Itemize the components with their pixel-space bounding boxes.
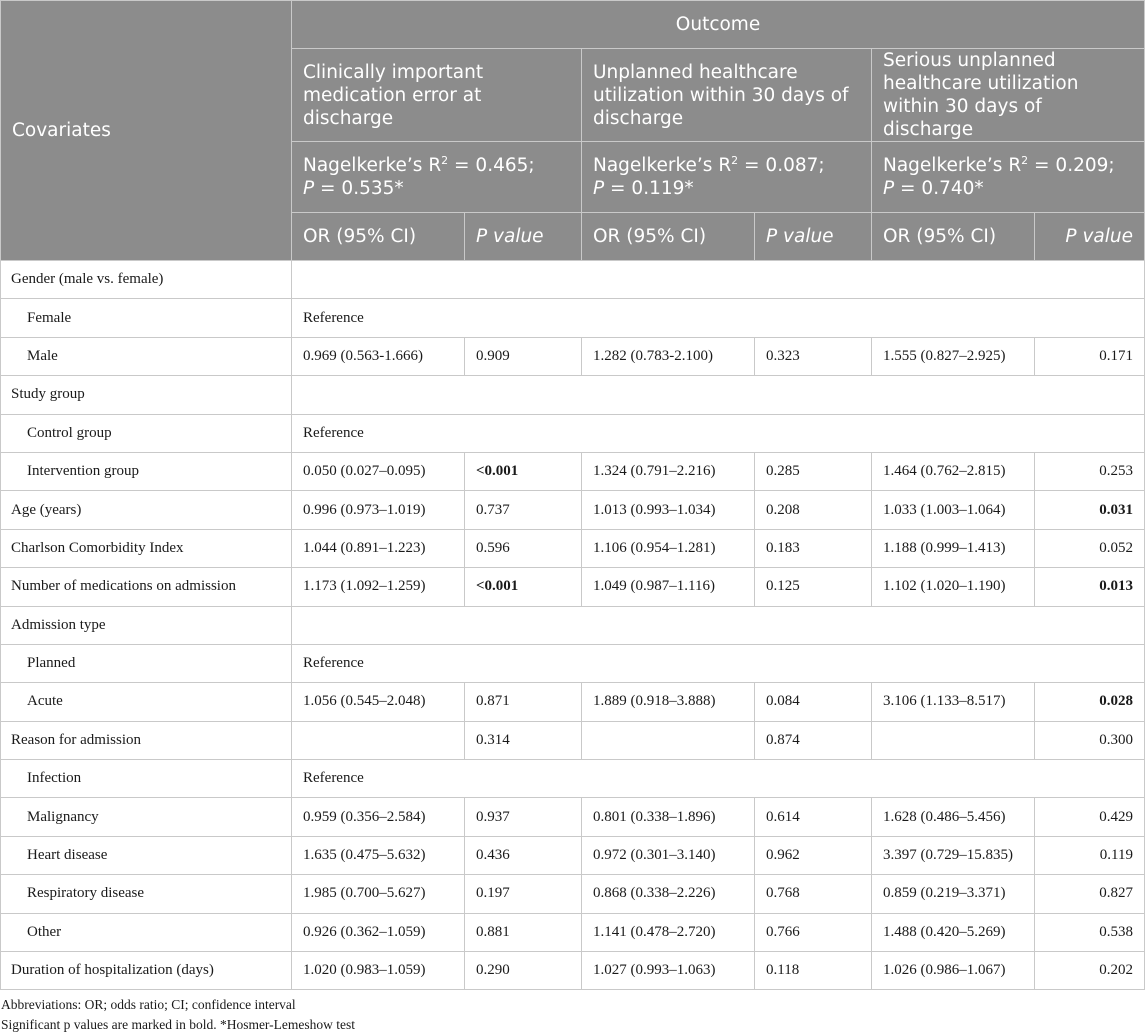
table-row-intervention-group: [1, 452, 1145, 490]
or-cell: 1.173 (1.092–1.259): [292, 568, 465, 606]
or-cell: 1.889 (0.918–3.888): [582, 683, 755, 721]
or-cell: 1.635 (0.475–5.632): [292, 836, 465, 874]
table-row-admission-type: [1, 606, 1145, 644]
p-value-cell-significant: <0.001: [465, 568, 582, 606]
or-cell: 1.027 (0.993–1.063): [582, 952, 755, 990]
or-cell: 1.102 (1.020–1.190): [872, 568, 1035, 606]
p-value-cell: 0.183: [755, 529, 872, 567]
row-label: Infection: [1, 760, 292, 798]
p-value-cell: 0.125: [755, 568, 872, 606]
p-value-cell: 0.118: [755, 952, 872, 990]
or-cell: [872, 721, 1035, 759]
empty-cell: [292, 261, 1145, 299]
p-value-cell: 0.429: [1035, 798, 1145, 836]
or-cell: 1.555 (0.827–2.925): [872, 337, 1035, 375]
p-value-cell-significant: 0.031: [1035, 491, 1145, 529]
or-cell: 1.020 (0.983–1.059): [292, 952, 465, 990]
row-label: Male: [1, 337, 292, 375]
p-value-cell: 0.737: [465, 491, 582, 529]
table-row-age: [1, 491, 1145, 529]
p-value-cell: 0.052: [1035, 529, 1145, 567]
p-value-cell: 0.084: [755, 683, 872, 721]
table-row-respiratory-disease: [1, 875, 1145, 913]
or-cell: 1.026 (0.986–1.067): [872, 952, 1035, 990]
or-cell: 1.188 (0.999–1.413): [872, 529, 1035, 567]
row-label: Control group: [1, 414, 292, 452]
table-row-heart-disease: [1, 836, 1145, 874]
p-value-cell: 0.768: [755, 875, 872, 913]
table-row-medications: [1, 568, 1145, 606]
or-cell: 1.628 (0.486–5.456): [872, 798, 1035, 836]
or-header-1: OR (95% CI): [292, 213, 465, 261]
table-footnotes: [1, 995, 355, 1035]
row-label: Respiratory disease: [1, 875, 292, 913]
outcome-2-title: Unplanned healthcare utilization within 30 days of discharge: [582, 49, 872, 142]
covariates-header: Covariates: [1, 1, 292, 261]
or-cell: 1.488 (0.420–5.269): [872, 913, 1035, 951]
row-label: Planned: [1, 644, 292, 682]
or-header-3: OR (95% CI): [872, 213, 1035, 261]
row-label: Intervention group: [1, 452, 292, 490]
or-cell: 0.868 (0.338–2.226): [582, 875, 755, 913]
or-cell: 0.801 (0.338–1.896): [582, 798, 755, 836]
table-row-malignancy: [1, 798, 1145, 836]
or-cell: 0.972 (0.301–3.140): [582, 836, 755, 874]
p-value-cell: 0.323: [755, 337, 872, 375]
outcome-2-fit: Nagelkerke’s $R^2 = 0.087$; P = 0.119*: [582, 142, 872, 213]
p-value-cell: 0.171: [1035, 337, 1145, 375]
p-value-cell: 0.766: [755, 913, 872, 951]
significance-note: Significant p values are marked in bold. *Hosmer-Lemeshow test: [1, 1017, 356, 1032]
table-row-infection: [1, 760, 1145, 798]
p-value-cell-significant: 0.013: [1035, 568, 1145, 606]
or-cell: 1.049 (0.987–1.116): [582, 568, 755, 606]
row-label: Acute: [1, 683, 292, 721]
p-value-cell-significant: <0.001: [465, 452, 582, 490]
p-value-cell: 0.119: [1035, 836, 1145, 874]
or-cell: 1.056 (0.545–2.048): [292, 683, 465, 721]
table-row-male: [1, 337, 1145, 375]
or-cell: 0.926 (0.362–1.059): [292, 913, 465, 951]
row-label: Other: [1, 913, 292, 951]
p-value-cell: 0.436: [465, 836, 582, 874]
p-value-cell: 0.614: [755, 798, 872, 836]
reference-cell: Reference: [292, 414, 1145, 452]
or-cell: 1.033 (1.003–1.064): [872, 491, 1035, 529]
empty-cell: [292, 376, 1145, 414]
row-label: Female: [1, 299, 292, 337]
table-body: [1, 261, 1145, 990]
p-value-cell: 0.909: [465, 337, 582, 375]
p-value-header-1: P value: [465, 213, 582, 261]
outcome-3-title: Serious unplanned healthcare utilization within 30 days of discharge: [872, 49, 1145, 142]
table-row-study-group: [1, 376, 1145, 414]
p-value-header-2: P value: [755, 213, 872, 261]
table-row-control-group: [1, 414, 1145, 452]
p-value-cell: 0.962: [755, 836, 872, 874]
or-cell: 0.859 (0.219–3.371): [872, 875, 1035, 913]
row-label: Heart disease: [1, 836, 292, 874]
p-value-cell: 0.881: [465, 913, 582, 951]
or-cell: 1.106 (0.954–1.281): [582, 529, 755, 567]
p-value-cell: 0.538: [1035, 913, 1145, 951]
p-value-header-3: P value: [1035, 213, 1145, 261]
or-cell: [582, 721, 755, 759]
or-cell: 0.996 (0.973–1.019): [292, 491, 465, 529]
reference-cell: Reference: [292, 760, 1145, 798]
table-row-female: [1, 299, 1145, 337]
table-row-acute: [1, 683, 1145, 721]
or-cell: 3.106 (1.133–8.517): [872, 683, 1035, 721]
or-cell: 1.464 (0.762–2.815): [872, 452, 1035, 490]
p-value-cell: 0.827: [1035, 875, 1145, 913]
row-label: Admission type: [1, 606, 292, 644]
row-label: Reason for admission: [1, 721, 292, 759]
table-row-planned: [1, 644, 1145, 682]
p-value-cell: 0.208: [755, 491, 872, 529]
p-value-cell: 0.290: [465, 952, 582, 990]
p-value-cell: 0.285: [755, 452, 872, 490]
or-cell: 1.141 (0.478–2.720): [582, 913, 755, 951]
or-header-2: OR (95% CI): [582, 213, 755, 261]
table-header: [1, 1, 1145, 261]
p-value-cell-significant: 0.028: [1035, 683, 1145, 721]
p-value-cell: 0.937: [465, 798, 582, 836]
p-value-cell: 0.314: [465, 721, 582, 759]
p-value-cell: 0.871: [465, 683, 582, 721]
table-row-charlson: [1, 529, 1145, 567]
or-cell: 0.969 (0.563-1.666): [292, 337, 465, 375]
table-row-gender: [1, 261, 1145, 299]
or-cell: 1.282 (0.783-2.100): [582, 337, 755, 375]
outcome-header: Outcome: [292, 1, 1145, 49]
p-value-cell: 0.202: [1035, 952, 1145, 990]
or-cell: [292, 721, 465, 759]
p-value-cell: 0.300: [1035, 721, 1145, 759]
table-row-other: [1, 913, 1145, 951]
row-label: Charlson Comorbidity Index: [1, 529, 292, 567]
row-label: Age (years): [1, 491, 292, 529]
row-label: Duration of hospitalization (days): [1, 952, 292, 990]
or-cell: 0.959 (0.356–2.584): [292, 798, 465, 836]
outcome-1-title: Clinically important medication error at discharge: [292, 49, 582, 142]
outcome-1-fit: Nagelkerke’s $R^2 = 0.465$; P = 0.535*: [292, 142, 582, 213]
table-row-reason: [1, 721, 1145, 759]
p-value-cell: 0.197: [465, 875, 582, 913]
or-cell: 1.013 (0.993–1.034): [582, 491, 755, 529]
row-label: Number of medications on admission: [1, 568, 292, 606]
or-cell: 3.397 (0.729–15.835): [872, 836, 1035, 874]
or-cell: 1.985 (0.700–5.627): [292, 875, 465, 913]
p-value-cell: 0.596: [465, 529, 582, 567]
table-row-duration: [1, 952, 1145, 990]
empty-cell: [292, 606, 1145, 644]
row-label: Study group: [1, 376, 292, 414]
or-cell: 1.324 (0.791–2.216): [582, 452, 755, 490]
or-cell: 0.050 (0.027–0.095): [292, 452, 465, 490]
abbreviations-note: Abbreviations: OR; odds ratio; CI; confidence interval: [1, 997, 296, 1012]
or-cell: 1.044 (0.891–1.223): [292, 529, 465, 567]
row-label: Gender (male vs. female): [1, 261, 292, 299]
reference-cell: Reference: [292, 644, 1145, 682]
outcome-3-fit: Nagelkerke’s $R^2 = 0.209$; P = 0.740*: [872, 142, 1145, 213]
reference-cell: Reference: [292, 299, 1145, 337]
row-label: Malignancy: [1, 798, 292, 836]
p-value-cell: 0.253: [1035, 452, 1145, 490]
p-value-cell: 0.874: [755, 721, 872, 759]
